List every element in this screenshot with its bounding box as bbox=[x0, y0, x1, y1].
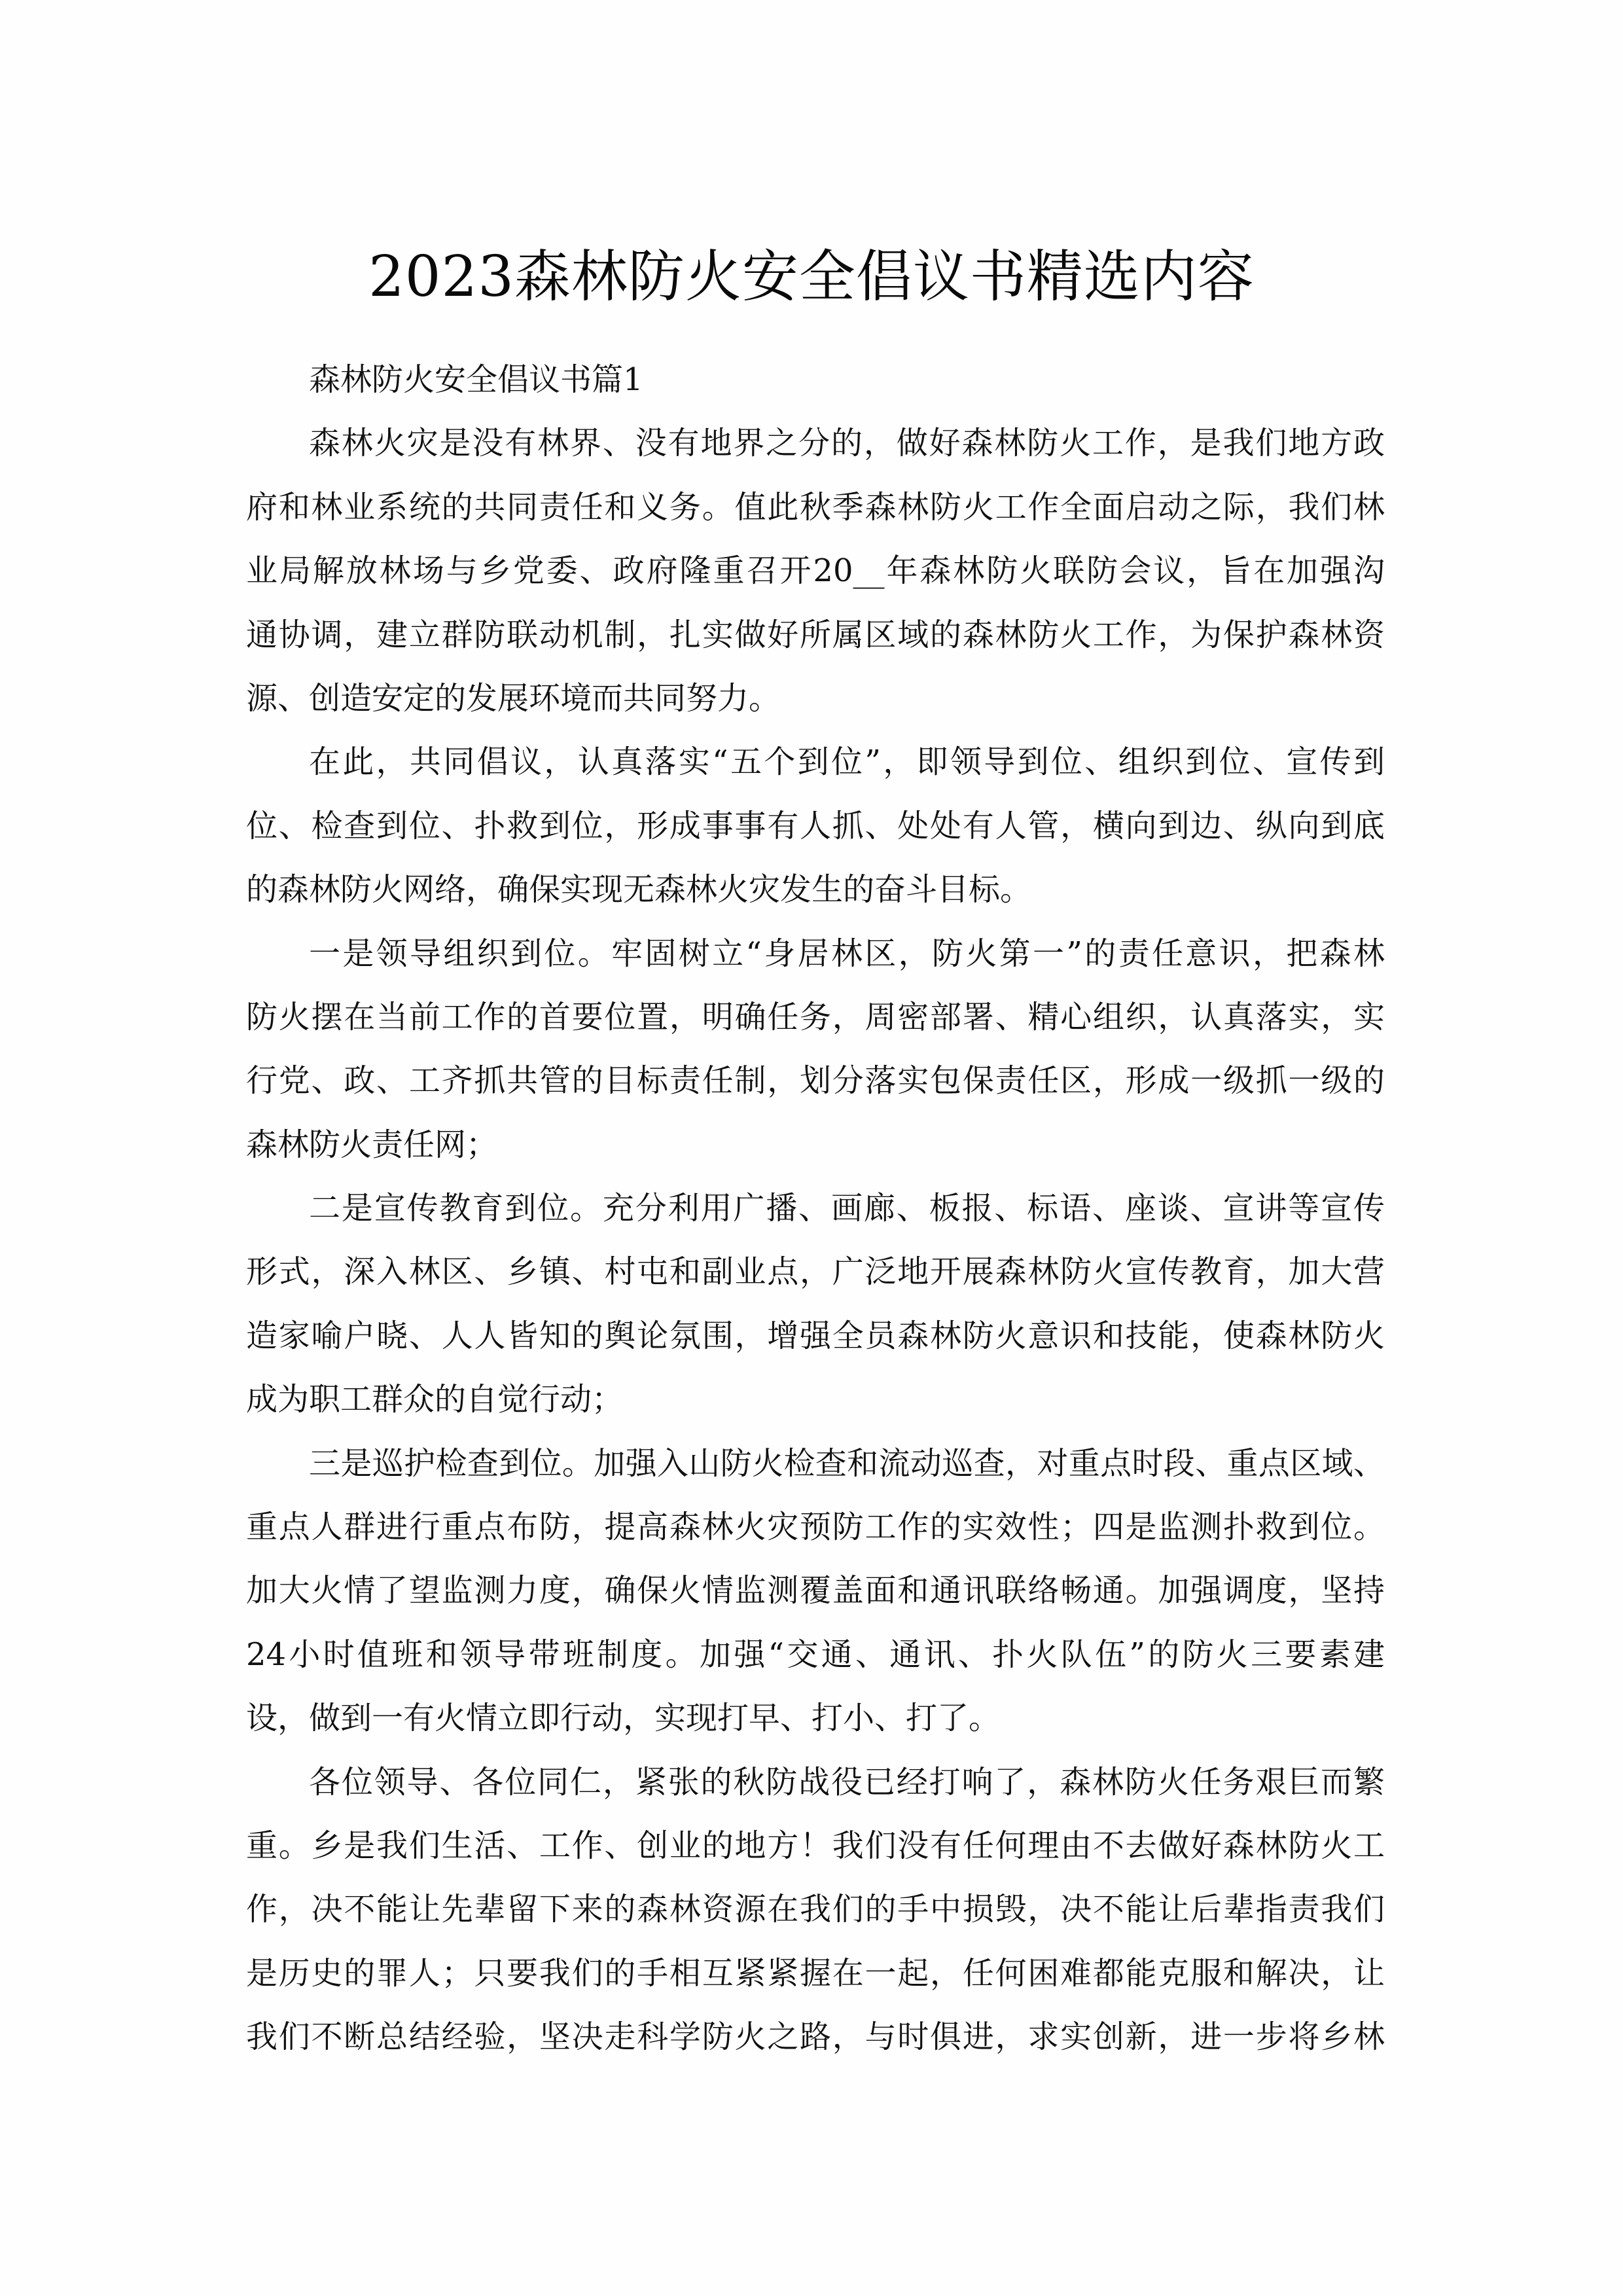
text-line: 通协调，建立群防联动机制，扎实做好所属区域的森林防火工作，为保护森林资 bbox=[246, 616, 1385, 653]
paragraph-2 bbox=[246, 730, 1385, 922]
text-line: 设，做到一有火情立即行动，实现打早、打小、打了。 bbox=[246, 1700, 1001, 1737]
text-line: 府和林业系统的共同责任和义务。值此秋季森林防火工作全面启动之际，我们林 bbox=[246, 488, 1385, 526]
text-line: 森林火灾是没有林界、没有地界之分的，做好森林防火工作，是我们地方政 bbox=[309, 425, 1385, 462]
text-line: 造家喻户晓、人人皆知的舆论氛围，增强全员森林防火意识和技能，使森林防火 bbox=[246, 1317, 1385, 1354]
text-line: 三是巡护检查到位。加强入山防火检查和流动巡查，对重点时段、重点区域、 bbox=[309, 1444, 1385, 1482]
document-title: 2023森林防火安全倡议书精选内容 bbox=[368, 243, 1255, 310]
text-line: 防火摆在当前工作的首要位置，明确任务，周密部署、精心组织，认真落实，实 bbox=[246, 998, 1385, 1035]
text-line: 的森林防火网络，确保实现无森林火灾发生的奋斗目标。 bbox=[246, 871, 1032, 908]
text-line: 形式，深入林区、乡镇、村屯和副业点，广泛地开展森林防火宣传教育，加大营 bbox=[246, 1253, 1385, 1291]
text-line: 业局解放林场与乡党委、政府隆重召开20__年森林防火联防会议，旨在加强沟 bbox=[246, 552, 1385, 590]
text-line: 行党、政、工齐抓共管的目标责任制，划分落实包保责任区，形成一级抓一级的 bbox=[246, 1062, 1385, 1100]
text-line: 24小时值班和领导带班制度。加强“交通、通讯、扑火队伍”的防火三要素建 bbox=[246, 1636, 1385, 1673]
text-line: 二是宣传教育到位。充分利用广播、画廊、板报、标语、座谈、宣讲等宣传 bbox=[309, 1190, 1385, 1227]
text-line: 我们不断总结经验，坚决走科学防火之路，与时俱进，求实创新，进一步将乡林 bbox=[246, 2018, 1385, 2056]
text-line: 一是领导组织到位。牢固树立“身居林区，防火第一”的责任意识，把森林 bbox=[309, 935, 1385, 972]
paragraph-5 bbox=[246, 1432, 1385, 1751]
text-line: 作，决不能让先辈留下来的森林资源在我们的手中损毁，决不能让后辈指责我们 bbox=[246, 1891, 1385, 1928]
text-line: 加大火情了望监测力度，确保火情监测覆盖面和通讯联络畅通。加强调度，坚持 bbox=[246, 1572, 1385, 1609]
text-line: 是历史的罪人；只要我们的手相互紧紧握在一起，任何困难都能克服和解决，让 bbox=[246, 1954, 1385, 1992]
text-line: 在此，共同倡议，认真落实“五个到位”，即领导到位、组织到位、宣传到 bbox=[309, 744, 1385, 781]
text-line: 重。乡是我们生活、工作、创业的地方！我们没有任何理由不去做好森林防火工 bbox=[246, 1827, 1385, 1864]
section-heading: 森林防火安全倡议书篇1 bbox=[309, 361, 643, 398]
paragraph-6 bbox=[246, 1751, 1385, 2070]
text-line: 成为职工群众的自觉行动； bbox=[246, 1381, 624, 1418]
text-line: 位、检查到位、扑救到位，形成事事有人抓、处处有人管，横向到边、纵向到底 bbox=[246, 807, 1385, 844]
text-line: 重点人群进行重点布防，提高森林火灾预防工作的实效性；四是监测扑救到位。 bbox=[246, 1509, 1385, 1546]
paragraph-1 bbox=[246, 412, 1385, 730]
text-line: 森林防火责任网； bbox=[246, 1126, 498, 1163]
text-line: 各位领导、各位同仁，紧张的秋防战役已经打响了，森林防火任务艰巨而繁 bbox=[309, 1763, 1385, 1801]
document-body bbox=[246, 348, 1385, 2070]
paragraph-3 bbox=[246, 922, 1385, 1177]
text-line: 源、创造安定的发展环境而共同努力。 bbox=[246, 679, 781, 717]
paragraph-4 bbox=[246, 1177, 1385, 1432]
